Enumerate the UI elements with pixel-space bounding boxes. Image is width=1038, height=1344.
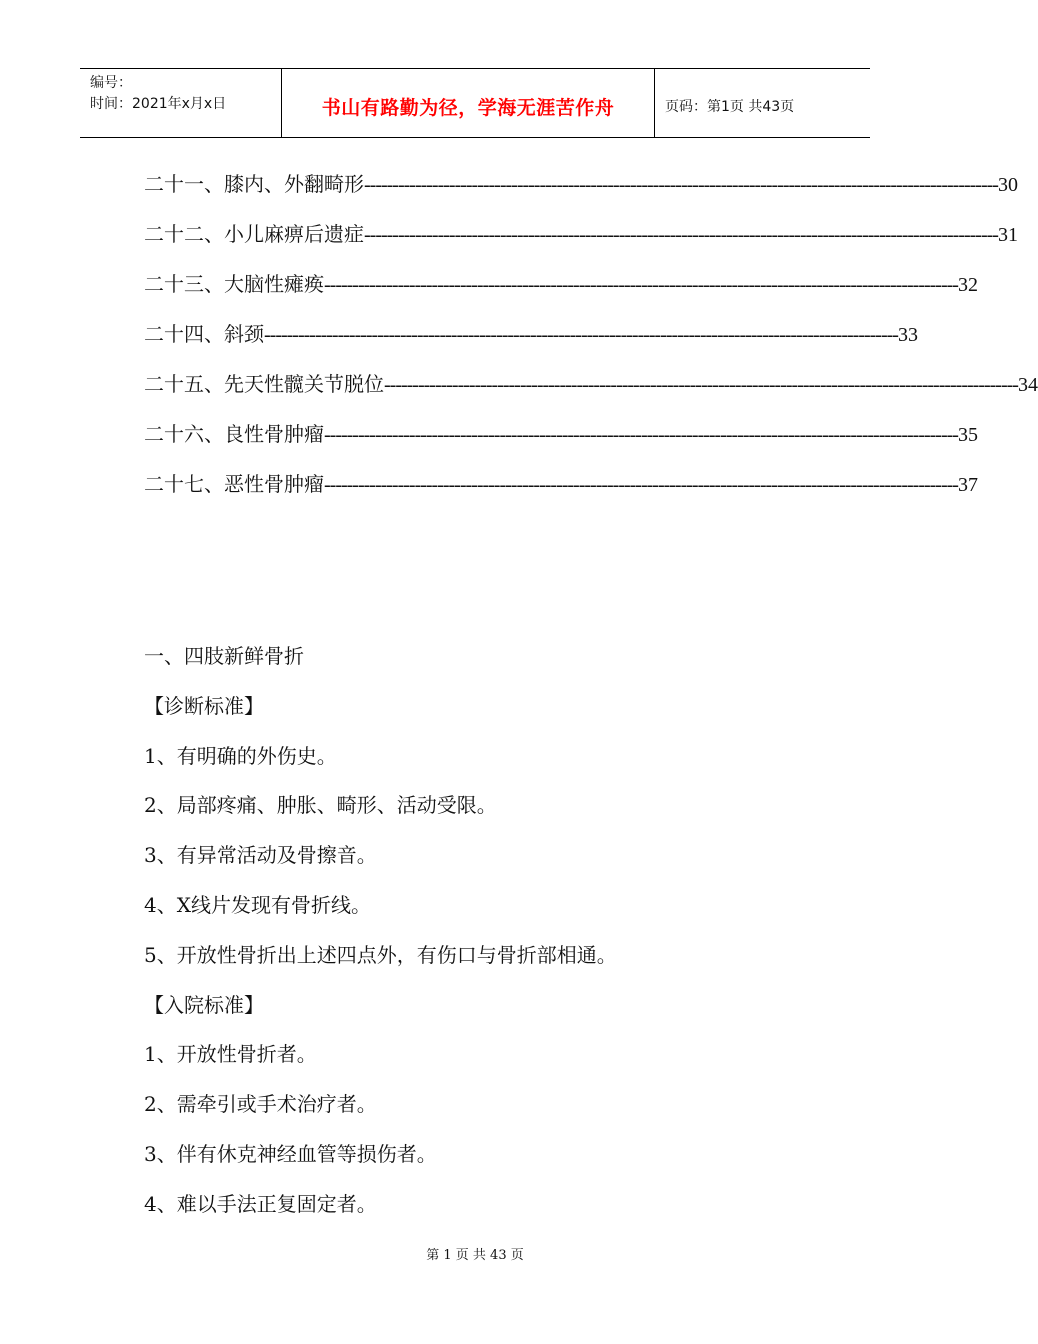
toc-page: 32 bbox=[957, 274, 978, 296]
toc-leader: ---------------------------------------------------------------------------------------------------------------- bbox=[324, 424, 958, 446]
toc-page: 30 bbox=[997, 174, 1018, 196]
toc-entry bbox=[144, 316, 918, 366]
toc-entry bbox=[144, 216, 1018, 266]
paragraph: 3、有异常活动及骨擦音。 bbox=[144, 843, 377, 868]
toc-leader: ---------------------------------------------------------------------------------------------------------------- bbox=[384, 374, 1018, 396]
page-info: 页码：第1页 共43页 bbox=[665, 99, 795, 115]
paragraph: 1、有明确的外伤史。 bbox=[144, 743, 337, 768]
document-body bbox=[144, 638, 804, 1236]
paragraph: 3、伴有休克神经血管等损伤者。 bbox=[144, 1141, 437, 1166]
toc-entry bbox=[144, 266, 978, 316]
toc-leader: ---------------------------------------------------------------------------------------------------------------- bbox=[264, 324, 898, 346]
toc-title: 二十一、膝内、外翻畸形 bbox=[144, 172, 364, 196]
paragraph: 2、局部疼痛、肿胀、畸形、活动受限。 bbox=[144, 793, 497, 818]
toc-title: 二十四、斜颈 bbox=[144, 322, 264, 346]
toc-title: 二十五、先天性髋关节脱位 bbox=[144, 372, 384, 396]
header-slogan-cell bbox=[282, 69, 655, 137]
toc-leader: ---------------------------------------------------------------------------------------------------------------- bbox=[364, 224, 998, 246]
toc-title: 二十二、小儿麻痹后遗症 bbox=[144, 222, 364, 246]
toc-page: 34 bbox=[1017, 374, 1038, 396]
table-of-contents bbox=[144, 166, 1038, 516]
toc-title: 二十七、恶性骨肿瘤 bbox=[144, 472, 324, 496]
toc-leader: ---------------------------------------------------------------------------------------------------------------- bbox=[324, 274, 958, 296]
toc-entry bbox=[144, 466, 978, 516]
toc-title: 二十六、良性骨肿瘤 bbox=[144, 422, 324, 446]
toc-entry bbox=[144, 416, 978, 466]
section-heading: 一、四肢新鲜骨折 bbox=[144, 644, 304, 668]
toc-leader: ---------------------------------------------------------------------------------------------------------------- bbox=[324, 474, 958, 496]
number-label: 编号： bbox=[90, 75, 132, 91]
header-page-cell bbox=[655, 69, 870, 137]
toc-entry bbox=[144, 366, 1038, 416]
toc-entry bbox=[144, 166, 1018, 216]
paragraph: 4、X线片发现有骨折线。 bbox=[144, 892, 371, 917]
paragraph: 4、难以手法正复固定者。 bbox=[144, 1191, 377, 1216]
paragraph: 1、开放性骨折者。 bbox=[144, 1042, 317, 1067]
page-footer: 第 1 页 共 43 页 bbox=[426, 1248, 524, 1263]
toc-page: 35 bbox=[957, 424, 978, 446]
time-label: 时间：2021年x月x日 bbox=[90, 96, 227, 112]
subsection-heading: 【入院标准】 bbox=[144, 992, 264, 1017]
paragraph: 2、需牵引或手术治疗者。 bbox=[144, 1092, 377, 1117]
paragraph: 5、开放性骨折出上述四点外，有伤口与骨折部相通。 bbox=[144, 942, 617, 967]
slogan: 书山有路勤为径，学海无涯苦作舟 bbox=[321, 96, 615, 119]
header-meta bbox=[80, 69, 282, 137]
subsection-heading: 【诊断标准】 bbox=[144, 693, 264, 718]
toc-page: 31 bbox=[997, 224, 1018, 246]
toc-leader: ---------------------------------------------------------------------------------------------------------------- bbox=[364, 174, 998, 196]
toc-page: 37 bbox=[957, 474, 978, 496]
page-header bbox=[80, 68, 870, 138]
toc-title: 二十三、大脑性瘫痪 bbox=[144, 272, 324, 296]
toc-page: 33 bbox=[897, 324, 918, 346]
